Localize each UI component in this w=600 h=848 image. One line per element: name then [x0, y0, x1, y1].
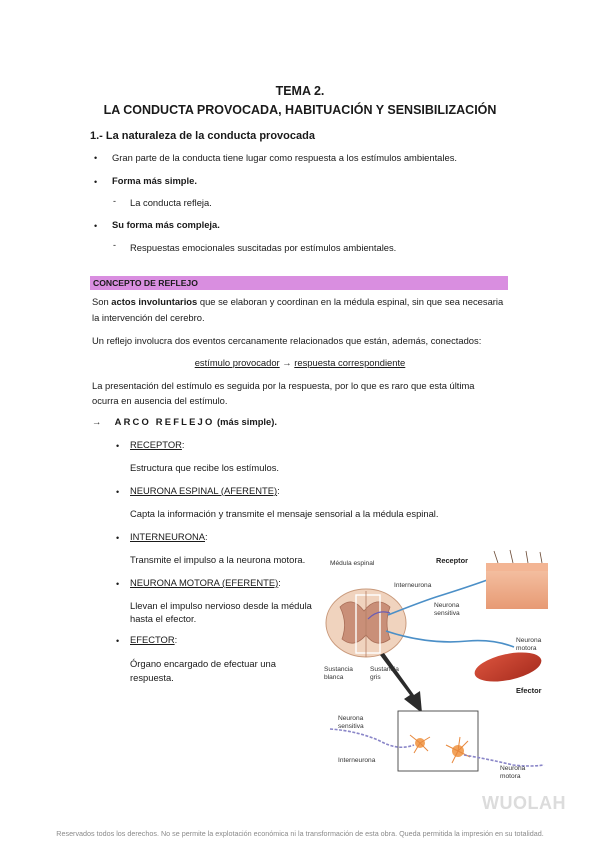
- svg-text:Sustancia: Sustancia: [324, 666, 353, 673]
- svg-text:motora: motora: [516, 645, 537, 652]
- svg-text:Médula espinal: Médula espinal: [330, 560, 375, 567]
- bullet-marker: •: [116, 636, 120, 646]
- bullet-marker: •: [116, 487, 120, 497]
- dash-marker: -: [113, 240, 116, 250]
- bullet-marker: •: [116, 579, 120, 589]
- motor-nerve-line: [386, 631, 514, 647]
- muscle-effector-illustration: [472, 647, 544, 687]
- svg-text:Neurona: Neurona: [338, 715, 364, 722]
- bullet-1-text: Gran parte de la conducta tiene lugar como respuesta a los estímulos ambientales.: [112, 152, 457, 163]
- arc-item-receptor-desc: Estructura que recibe los estímulos.: [130, 462, 280, 473]
- bullet-2-text: Forma más simple.: [112, 175, 197, 186]
- sub-2-text: La conducta refleja.: [130, 197, 212, 208]
- concept-paragraph-3-line-1: La presentación del estímulo es seguida por la respuesta, por lo que es raro que esta última: [92, 380, 475, 391]
- svg-text:sensitiva: sensitiva: [338, 723, 364, 730]
- svg-text:Interneurona: Interneurona: [338, 757, 376, 764]
- arc-item-efector: EFECTOR:: [130, 634, 178, 645]
- svg-text:sensitiva: sensitiva: [434, 610, 460, 617]
- arc-item-neurona-motora: NEURONA MOTORA (EFERENTE):: [130, 577, 281, 588]
- arrow-icon: →: [92, 416, 102, 427]
- bullet-marker: •: [94, 177, 98, 187]
- sub-3-text: Respuestas emocionales suscitadas por estímulos ambientales.: [130, 242, 397, 253]
- svg-text:Neurona: Neurona: [434, 602, 460, 609]
- arc-item-neurona-motora-desc-1: Llevan el impulso nervioso desde la médula: [130, 600, 312, 611]
- arc-item-efector-desc-1: Órgano encargado de efectuar una: [130, 658, 276, 669]
- reflex-arc-figure: [318, 545, 558, 785]
- skin-receptor-illustration: [486, 550, 548, 609]
- arc-item-interneurona-desc: Transmite el impulso a la neurona motora.: [130, 554, 306, 565]
- concept-paragraph-1-line-2: la intervención del cerebro.: [92, 312, 205, 323]
- footer-rights: Reservados todos los derechos. No se permite la explotación económica ni la transformación de esta obra. Queda permitida la impresión en su totalidad.: [56, 829, 544, 838]
- zoom-box: [398, 711, 478, 771]
- bullet-marker: •: [94, 153, 98, 163]
- concept-section-bar: CONCEPTO DE REFLEJO: [90, 276, 508, 290]
- concept-paragraph-3-line-2: ocurra en ausencia del estímulo.: [92, 395, 228, 406]
- arc-item-interneurona: INTERNEURONA:: [130, 531, 208, 542]
- section-heading: 1.- La naturaleza de la conducta provocada: [90, 130, 315, 142]
- svg-text:motora: motora: [500, 773, 521, 780]
- svg-text:blanca: blanca: [324, 674, 344, 681]
- arc-item-efector-desc-2: respuesta.: [130, 672, 174, 683]
- spinal-cord-illustration: [326, 589, 406, 657]
- svg-text:Neurona: Neurona: [500, 765, 526, 772]
- arc-item-receptor: RECEPTOR:: [130, 439, 185, 450]
- svg-text:gris: gris: [370, 674, 381, 681]
- title-line-2: LA CONDUCTA PROVOCADA, HABITUACIÓN Y SENSIBILIZACIÓN: [103, 103, 497, 117]
- bullet-marker: •: [94, 221, 98, 231]
- arc-item-neurona-espinal: NEURONA ESPINAL (AFERENTE):: [130, 485, 280, 496]
- arc-heading: → ARCO REFLEJO (más simple).: [92, 416, 277, 427]
- bullet-marker: •: [116, 441, 120, 451]
- concept-paragraph-2: Un reflejo involucra dos eventos cercanamente relacionados que están, además, conectados:: [92, 335, 482, 346]
- wuolah-watermark: WUOLAH: [482, 793, 566, 813]
- title-line-1: TEMA 2.: [275, 84, 325, 98]
- arc-item-neurona-motora-desc-2: hasta el efector.: [130, 613, 197, 624]
- concept-paragraph-1: Son actos involuntarios que se elaboran y coordinan en la médula espinal, sin que sea necesaria: [92, 296, 504, 307]
- svg-text:Interneurona: Interneurona: [394, 582, 432, 589]
- bullet-marker: •: [116, 533, 120, 543]
- bullet-3-text: Su forma más compleja.: [112, 219, 220, 230]
- svg-text:Sustancia: Sustancia: [370, 666, 399, 673]
- svg-text:Efector: Efector: [516, 686, 542, 695]
- svg-text:Receptor: Receptor: [436, 556, 469, 565]
- dash-marker: -: [113, 196, 116, 206]
- arc-item-neurona-espinal-desc: Capta la información y transmite el mensaje sensorial a la médula espinal.: [130, 508, 439, 519]
- svg-text:Neurona: Neurona: [516, 637, 542, 644]
- zoom-arrow: [380, 653, 422, 713]
- formula: estímulo provocador → respuesta correspondiente: [194, 357, 406, 368]
